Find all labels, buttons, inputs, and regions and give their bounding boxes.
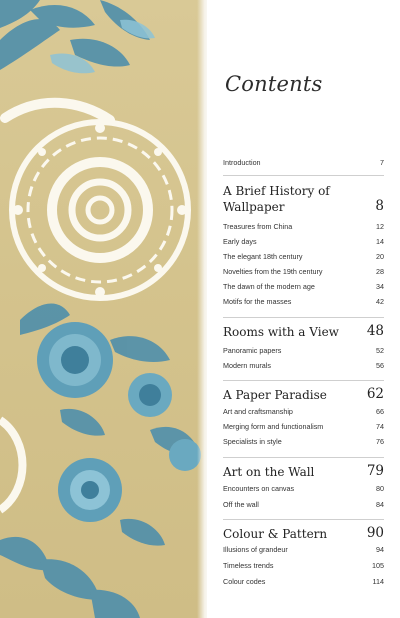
toc-entry[interactable] [223, 343, 384, 357]
toc-entry-page: 76 [376, 436, 384, 446]
section-page: 48 [366, 323, 384, 339]
toc-entry-label: Novelties from the 19th century [223, 266, 323, 276]
toc-entry[interactable] [223, 219, 384, 233]
toc-entry-page: 52 [376, 345, 384, 355]
toc-section-art-on-the-wall[interactable] [223, 464, 384, 480]
toc-entry-page: 74 [376, 421, 384, 431]
toc-entry[interactable] [223, 358, 384, 372]
toc-entry-label: Art and craftsmanship [223, 406, 293, 416]
toc-entry-label: Panoramic papers [223, 345, 282, 355]
toc-entry-page: 66 [376, 406, 384, 416]
section-title: A Brief History of Wallpaper [223, 184, 330, 214]
toc-entry[interactable] [223, 558, 384, 572]
toc-entry[interactable] [223, 419, 384, 433]
toc-entry-label: Encounters on canvas [223, 483, 295, 493]
toc-section-brief-history[interactable] [223, 183, 384, 215]
toc-entry[interactable] [223, 294, 384, 308]
toc-entry[interactable] [223, 434, 384, 448]
section-title: Rooms with a View [223, 325, 339, 339]
toc-entry-label: Early days [223, 236, 257, 246]
toc-entry-label: Timeless trends [223, 560, 274, 570]
toc-entry-page: 84 [376, 499, 384, 509]
section-title: Art on the Wall [223, 465, 315, 479]
toc-entry-page: 80 [376, 483, 384, 493]
section-title: Colour & Pattern [223, 527, 328, 541]
toc-entry-label: Off the wall [223, 499, 259, 509]
toc-entry[interactable] [223, 234, 384, 248]
toc-entry-label: The elegant 18th century [223, 251, 303, 261]
divider [223, 317, 384, 318]
toc-section-colour-and-pattern[interactable] [223, 526, 384, 542]
toc-entry-page: 34 [376, 281, 384, 291]
divider [223, 380, 384, 381]
section-page: 79 [366, 463, 384, 479]
contents-page [207, 0, 400, 618]
toc-entry-label: Modern murals [223, 360, 271, 370]
toc-entry-page: 56 [376, 360, 384, 370]
section-page: 62 [366, 386, 384, 402]
section-page: 90 [366, 525, 384, 541]
toc-entry-label: The dawn of the modern age [223, 281, 315, 291]
toc-entry-page: 114 [372, 576, 384, 586]
toc-entry[interactable] [223, 542, 384, 556]
toc-entry-page: 14 [376, 236, 384, 246]
toc-entry-page: 20 [376, 251, 384, 261]
toc-entry-page: 105 [372, 560, 384, 570]
toc-entry-page: 42 [376, 296, 384, 306]
page-title: Contents [225, 72, 323, 96]
toc-entry-page: 12 [376, 221, 384, 231]
divider [223, 457, 384, 458]
toc-entry[interactable] [223, 249, 384, 263]
toc-entry[interactable] [223, 264, 384, 278]
toc-entry-page: 94 [376, 544, 384, 554]
toc-entry[interactable] [223, 404, 384, 418]
toc-entry-page: 28 [376, 266, 384, 276]
toc-entry[interactable] [223, 481, 384, 495]
toc-entry-label: Motifs for the masses [223, 296, 292, 306]
divider [223, 175, 384, 176]
toc-entry-label: Colour codes [223, 576, 266, 586]
toc-entry-label: Introduction [223, 157, 261, 167]
toc-entry-label: Merging form and functionalism [223, 421, 324, 431]
section-title: A Paper Paradise [223, 388, 327, 402]
divider [223, 519, 384, 520]
toc-entry[interactable] [223, 497, 384, 511]
toc-entry[interactable] [223, 574, 384, 588]
toc-section-rooms-with-a-view[interactable] [223, 324, 384, 340]
toc-entry-introduction[interactable] [223, 155, 384, 169]
toc-entry-label: Treasures from China [223, 221, 293, 231]
toc-entry-page: 7 [380, 157, 384, 167]
toc-entry[interactable] [223, 279, 384, 293]
toc-section-a-paper-paradise[interactable] [223, 387, 384, 403]
toc-entry-label: Illusions of grandeur [223, 544, 288, 554]
toc-entry-label: Specialists in style [223, 436, 282, 446]
section-page: 8 [375, 198, 384, 214]
